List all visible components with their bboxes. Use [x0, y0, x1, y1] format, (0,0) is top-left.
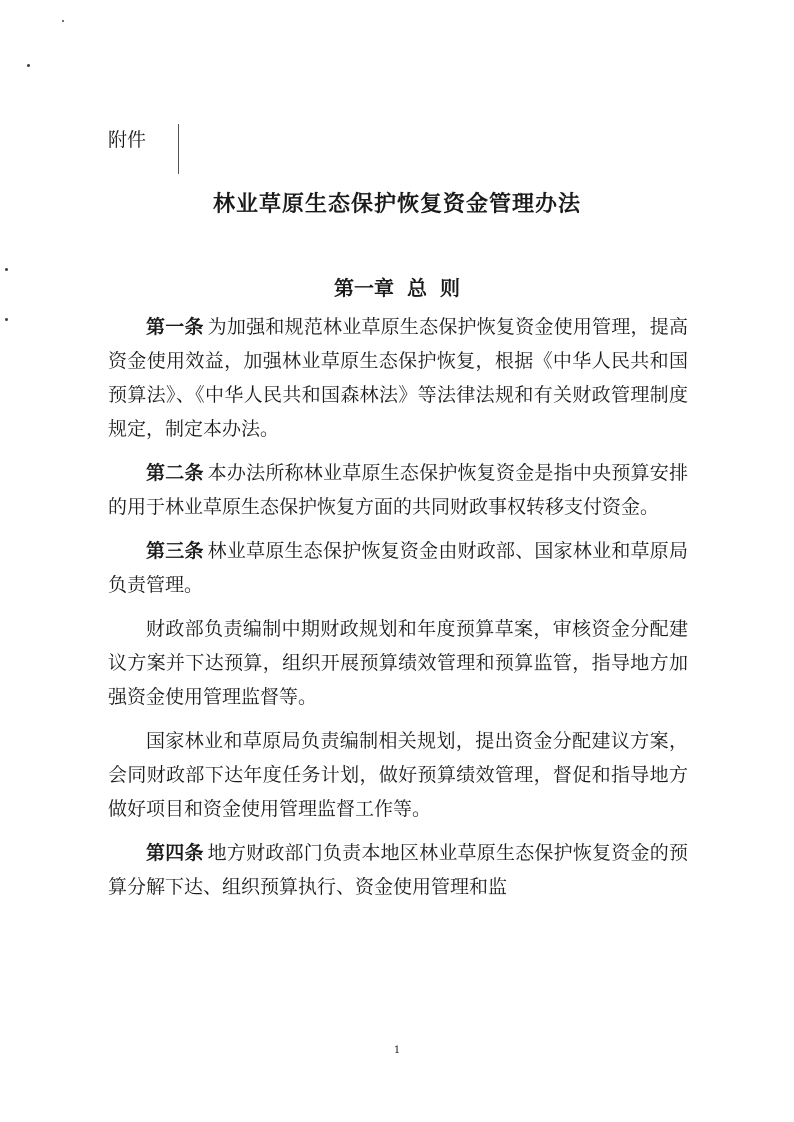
- article-text: 林业草原生态保护恢复资金由财政部、国家林业和草原局负责管理。: [108, 540, 688, 596]
- article-text: 财政部负责编制中期财政规划和年度预算草案，审核资金分配建议方案并下达预算，组织开展预算绩效管理和预算监管，指导地方加强资金使用管理监督等。: [108, 618, 688, 708]
- article-heading: 第三条: [146, 540, 204, 562]
- article-heading: 第四条: [146, 842, 204, 864]
- document-body: [108, 310, 688, 914]
- scan-speck: [5, 268, 8, 271]
- page-number: 1: [393, 1045, 401, 1056]
- attachment-label: 附件: [108, 129, 147, 151]
- article-text: 本办法所称林业草原生态保护恢复资金是指中央预算安排的用于林业草原生态保护恢复方面的共同财政事权转移支付资金。: [108, 462, 688, 518]
- chapter-title: 第一章 总 则: [334, 276, 460, 300]
- paragraph-article-4: [108, 836, 688, 904]
- article-heading: 第一条: [146, 316, 204, 338]
- document-title: 林业草原生态保护恢复资金管理办法: [212, 192, 581, 217]
- scan-speck: [27, 64, 30, 67]
- scan-speck: [62, 20, 64, 22]
- paragraph-forestry-duties: [108, 724, 688, 826]
- margin-line: [178, 124, 179, 174]
- article-text: 国家林业和草原局负责编制相关规划，提出资金分配建议方案，会同财政部下达年度任务计划，做好预算绩效管理，督促和指导地方做好项目和资金使用管理监督工作等。: [108, 730, 688, 820]
- paragraph-article-1: [108, 310, 688, 446]
- article-heading: 第二条: [146, 462, 204, 484]
- scan-speck: [5, 318, 8, 321]
- article-text: 地方财政部门负责本地区林业草原生态保护恢复资金的预算分解下达、组织预算执行、资金使用管理和监: [108, 842, 688, 898]
- paragraph-article-3: [108, 534, 688, 602]
- paragraph-finance-duties: [108, 612, 688, 714]
- paragraph-article-2: [108, 456, 688, 524]
- article-text: 为加强和规范林业草原生态保护恢复资金使用管理，提高资金使用效益，加强林业草原生态保护恢复，根据《中华人民共和国预算法》、《中华人民共和国森林法》等法律法规和有关财政管理制度规定，制定本办法。: [108, 316, 688, 440]
